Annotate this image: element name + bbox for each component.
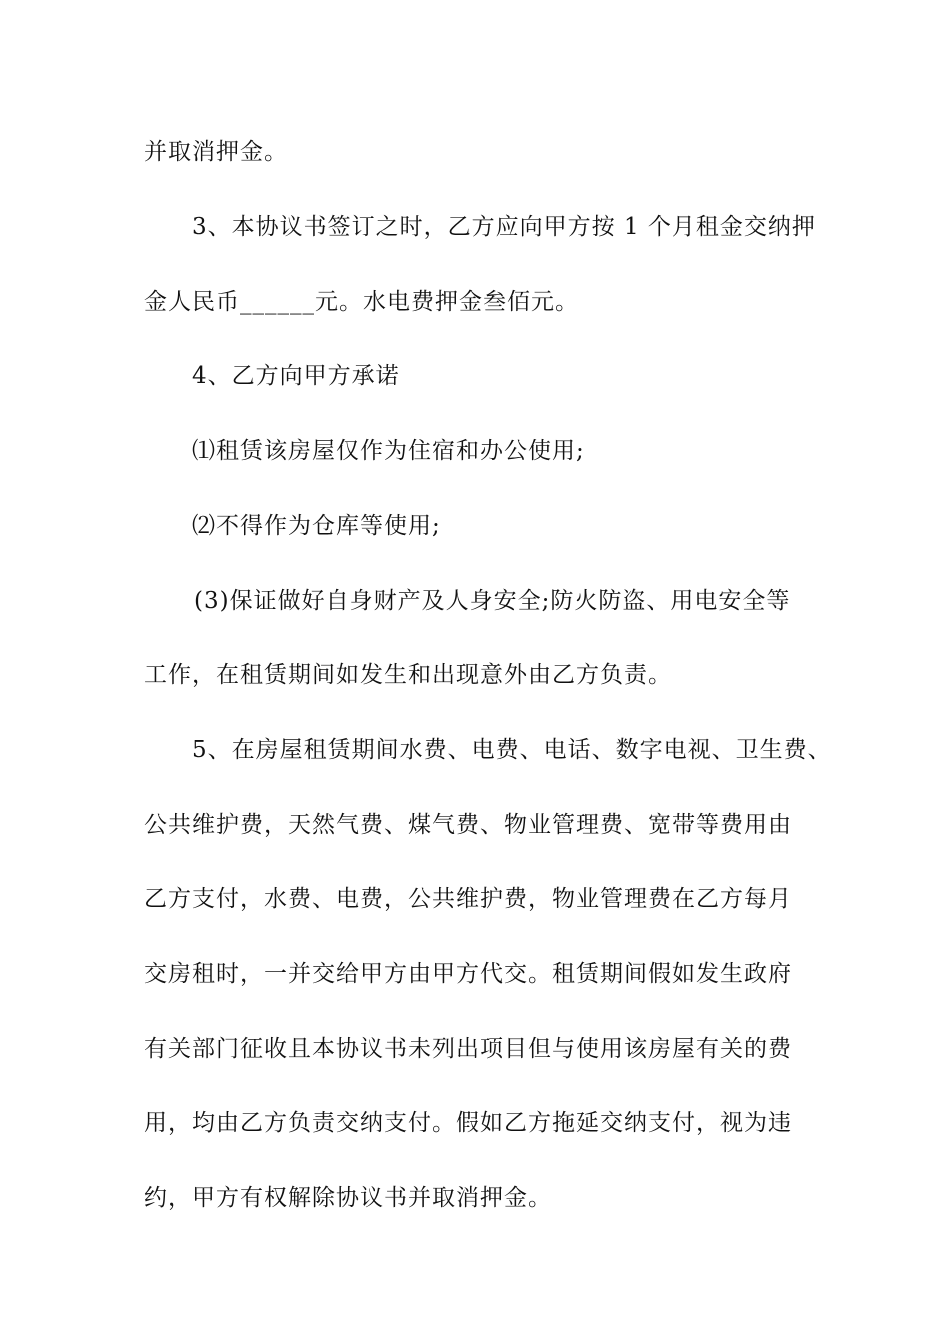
text-line: 用，均由乙方负责交纳支付。假如乙方拖延交纳支付，视为违: [144, 1110, 792, 1136]
text-line: ⑵不得作为仓库等使用;: [192, 513, 441, 539]
text-line: 金人民币______元。水电费押金叁佰元。: [144, 289, 579, 315]
text-line: 公共维护费，天然气费、煤气费、物业管理费、宽带等费用由: [144, 812, 792, 838]
text-line: 4、乙方向甲方承诺: [192, 363, 400, 389]
text-line: 交房租时，一并交给甲方由甲方代交。租赁期间假如发生政府: [144, 961, 792, 987]
text-line: ⑴租赁该房屋仅作为住宿和办公使用;: [192, 438, 585, 464]
text-line: 乙方支付，水费、电费，公共维护费，物业管理费在乙方每月: [144, 886, 792, 912]
text-line: 3、本协议书签订之时，乙方应向甲方按 1 个月租金交纳押: [192, 214, 816, 240]
text-line: 工作，在租赁期间如发生和出现意外由乙方负责。: [144, 662, 672, 688]
text-line: 5、在房屋租赁期间水费、电费、电话、数字电视、卫生费、: [192, 737, 832, 763]
text-line: 并取消押金。: [144, 139, 288, 165]
text-line: 约，甲方有权解除协议书并取消押金。: [144, 1185, 552, 1211]
text-line: 有关部门征收且本协议书未列出项目但与使用该房屋有关的费: [144, 1036, 792, 1062]
text-line: (3)保证做好自身财产及人身安全;防火防盗、用电安全等: [194, 588, 791, 614]
